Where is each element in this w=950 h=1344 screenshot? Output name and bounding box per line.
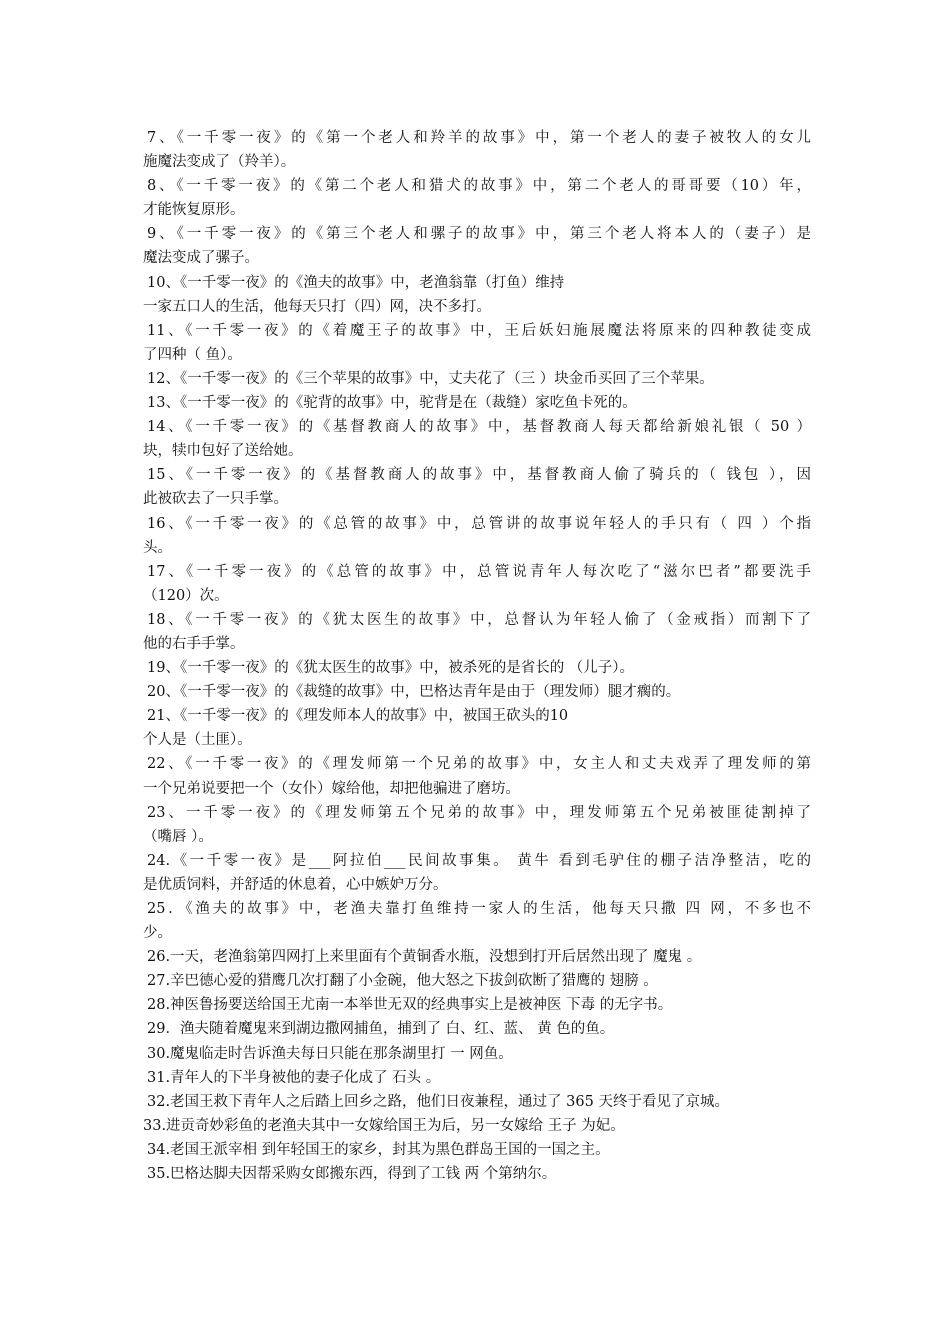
text-line: 22、《一千零一夜》的《理发师第一个兄弟的故事》中，女主人和丈夫戏弄了理发师的第	[147, 756, 811, 773]
text-line: 14、《一千零一夜》的《基督教商人的故事》中，基督教商人每天都给新娘礼银（ 50 ）	[147, 419, 811, 436]
text-line: 11、《一千零一夜》的《着魔王子的故事》中，王后妖妇施展魔法将原来的四种教徒变成	[147, 322, 811, 339]
text-line: 29．渔夫随着魔鬼来到湖边撒网捕鱼，捕到了 白、红、蓝、 黄 色的鱼。	[147, 1021, 615, 1038]
text-line: 19、《一千零一夜》的《犹太医生的故事》中，被杀死的是省长的 （儿子）。	[147, 660, 635, 677]
text-line: 魔法变成了骡子。	[143, 250, 259, 267]
text-line: 23、一千零一夜》的《理发师第五个兄弟的故事》中，理发师第五个兄弟被匪徒割掉了	[147, 804, 811, 821]
text-line: 20、《一千零一夜》的《裁缝的故事》中，巴格达青年是由于（理发师）腿才瘸的。	[147, 684, 681, 701]
text-line: 头。	[143, 539, 172, 556]
text-line: 31.青年人的下半身被他的妻子化成了 石头 。	[147, 1069, 441, 1086]
document-page	[143, 126, 811, 1186]
text-line: 17、《一千零一夜》的《总管的故事》中，总管说青年人每次吃了“滋尔巴者”都要洗手	[147, 563, 811, 580]
text-line: 26.一天，老渔翁第四网打上来里面有个黄铜香水瓶，没想到打开后居然出现了 魔鬼 。	[147, 949, 702, 966]
text-line: 32.老国王救下青年人之后踏上回乡之路，他们日夜兼程，通过了 365 天终于看见了京城。	[147, 1093, 729, 1110]
text-line: 一个兄弟说要把一个（女仆）嫁给他，却把他骗进了磨坊。	[143, 780, 520, 797]
text-line: 28.神医鲁扬要送给国王尤南一本举世无双的经典事实上是被神医 下毒 的无字书。	[147, 997, 673, 1014]
text-line: 少。	[143, 925, 172, 942]
text-line: 一家五口人的生活，他每天只打（四）网，决不多打。	[143, 298, 491, 315]
text-line: 7、《一千零一夜》的《第一个老人和羚羊的故事》中，第一个老人的妻子被牧人的女儿	[147, 130, 811, 146]
text-line: 18、《一千零一夜》的《犹太医生的故事》中，总督认为年轻人偷了（金戒指）而割下了	[147, 611, 811, 628]
text-line: 30.魔鬼临走时告诉渔夫每日只能在那条湖里打 一 网鱼。	[147, 1045, 513, 1062]
text-line: 33.进贡奇妙彩鱼的老渔夫其中一女嫁给国王为后，另一女嫁给 王子 为妃。	[143, 1117, 625, 1134]
text-line: 27.辛巴德心爱的猎鹰几次打翻了小金碗，他大怒之下拔剑砍断了猎鹰的 翅膀 。	[147, 973, 658, 990]
text-line: 施魔法变成了（羚羊）。	[143, 154, 296, 171]
text-line: 16、《一千零一夜》的《总管的故事》中，总管讲的故事说年轻人的手只有（ 四 ）个指	[147, 515, 811, 532]
text-line: 21、《一千零一夜》的《理发师本人的故事》中，被国王砍头的10	[147, 708, 569, 725]
text-line: 34.老国王派宰相 到年轻国王的家乡，封其为黑色群岛王国的一国之主。	[147, 1141, 610, 1158]
text-line: 了四种（ 鱼）。	[143, 346, 242, 363]
text-line: 24.《一千零一夜》是___阿拉伯___民间故事集。 黄牛 看到毛驴住的棚子洁净整洁，吃的	[147, 852, 811, 869]
text-line: 此被砍去了一只手掌。	[143, 491, 288, 508]
text-line: 13、《一千零一夜》的《驼背的故事》中，驼背是在（裁缝）家吃鱼卡死的。	[147, 395, 637, 412]
text-line: 9、《一千零一夜》的《第三个老人和骡子的故事》中，第三个老人将本人的（妻子）是	[147, 226, 811, 243]
text-line: 个人是（土匪）。	[143, 732, 252, 749]
text-line: 12、《一千零一夜》的《三个苹果的故事》中，丈夫花了（三 ）块金币买回了三个苹果。	[147, 370, 714, 387]
text-line: 10、《一千零一夜》的《渔夫的故事》中，老渔翁靠（打鱼）维持	[147, 274, 565, 291]
text-line: 他的右手手掌。	[143, 635, 245, 652]
text-line: 块，犊巾包好了送给她。	[143, 443, 303, 460]
text-line: （嘴唇 ）。	[143, 828, 213, 845]
text-line: 15、《一千零一夜》的《基督教商人的故事》中，基督教商人偷了骑兵的（ 钱包 ），因	[147, 467, 811, 484]
text-line: 35.巴格达脚夫因帮采购女郎搬东西，得到了工钱 两 个第纳尔。	[147, 1166, 557, 1183]
text-line: 是优质饲料，并舒适的休息着，心中嫉妒万分。	[143, 876, 448, 893]
text-line: （120）次。	[143, 587, 229, 604]
text-line: 25．《渔夫的故事》中，老渔夫靠打鱼维持一家人的生活，他每天只撒 四 网，不多也不	[147, 901, 811, 917]
text-line: 才能恢复原形。	[143, 202, 245, 219]
text-line: 8、《一千零一夜》的《第二个老人和猎犬的故事》中，第二个老人的哥哥要（10）年，	[147, 178, 811, 195]
